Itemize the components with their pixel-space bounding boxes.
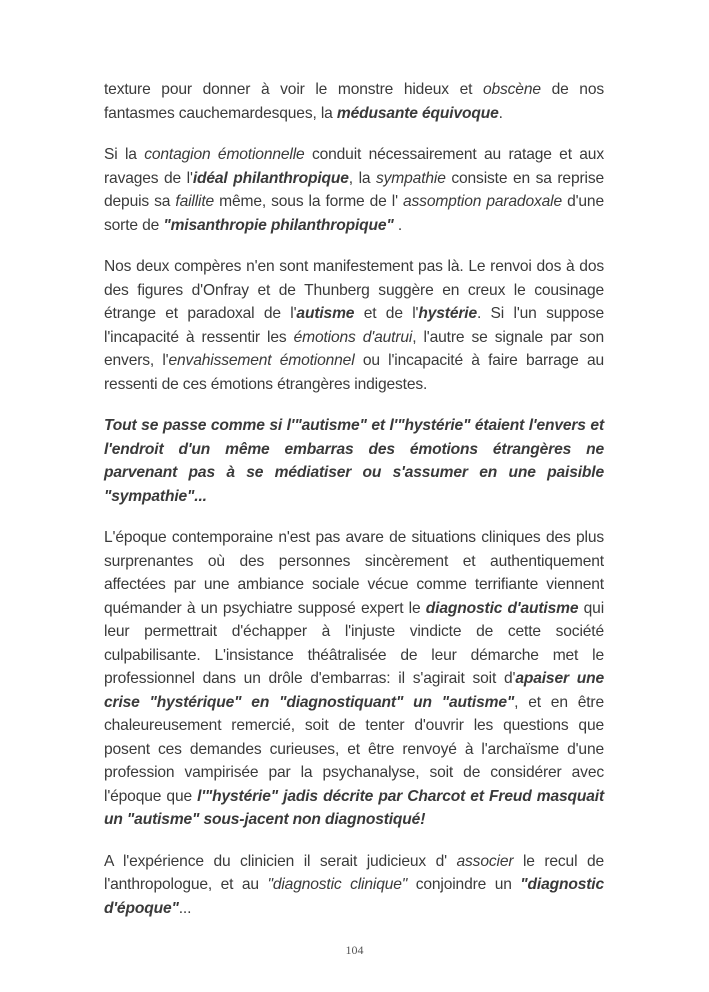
text-segment: "diagnostic clinique" [267, 876, 408, 893]
text-segment: assomption paradoxale [403, 193, 562, 210]
text-segment: conjoindre un [407, 876, 521, 893]
text-segment: médusante équivoque [336, 104, 499, 122]
text-segment: l'"hystérie" jadis décrite par Charcot et Freud masquait un "autisme" sous-jacent non diagnostiqué! [104, 787, 604, 828]
text-segment: Tout se passe comme si l'"autisme" et l'"hystérie" étaient l'envers et l'endroit d'un même embarras des émotions étrangères ne parvenant pas à se médiatiser ou s'assumer en une paisible "sympathie"... [104, 417, 604, 505]
text-segment: contagion émotionnelle [144, 146, 305, 163]
text-segment: de nos fantasmes cauchemardesques, la [104, 81, 604, 122]
text-segment: Si la [104, 146, 145, 163]
text-segment: . [498, 104, 503, 122]
text-segment: apaiser une crise "hystérique" en "diagnostiquant" un "autisme" [104, 670, 604, 711]
text-segment: L'époque contemporaine n'est pas avare de situations cliniques des plus surprenantes où des personnes sincèrement et authentiquement affectées par une ambiance sociale vécue comme terrifiante viennent quémander à un psychiatre supposé expert le [104, 529, 604, 617]
text-segment: , et en être chaleureusement remercié, soit de tenter d'ouvrir les questions que posent ces demandes curieuses, et être renvoyé à l'archaïsme d'une profession vampirisée par la psychanalyse, soit de considérer avec l'époque que [104, 693, 604, 805]
body-paragraph [104, 78, 604, 125]
text-segment: qui leur permettrait d'échapper à l'injuste vindicte de cette société culpabilisante. L'insistance théâtralisée de leur démarche met le professionnel dans un drôle d'embarras: il s'agirait soit d' [104, 599, 605, 687]
text-segment: A l'expérience du clinicien il serait judicieux d' [104, 852, 457, 870]
body-paragraph [104, 255, 604, 396]
body-paragraph [104, 143, 604, 237]
text-segment: d'une sorte de [104, 193, 604, 234]
text-segment: émotions d'autrui [293, 328, 413, 346]
text-segment: envahissement émotionnel [168, 352, 355, 369]
text-segment: faillite [175, 193, 215, 210]
text-segment: , l'autre se signale par son envers, l' [104, 328, 604, 369]
text-segment: texture pour donner à voir le monstre hideux et [104, 81, 483, 98]
body-paragraph [104, 850, 604, 921]
text-segment: obscène [482, 81, 541, 98]
text-segment: consiste en sa reprise depuis sa [104, 169, 604, 210]
text-segment: idéal philanthropique [192, 169, 349, 187]
page-number: 104 [345, 943, 364, 957]
text-segment: . [393, 216, 403, 234]
text-segment: "misanthropie philanthropique" [163, 216, 394, 234]
text-segment: ... [178, 899, 192, 917]
text-segment: sympathie [376, 169, 446, 187]
body-paragraph [104, 526, 604, 832]
text-segment: même, sous la forme de l' [214, 193, 403, 210]
text-segment: Nos deux compères n'en sont manifestement pas là. Le renvoi dos à dos des figures d'Onfray et de Thunberg suggère en creux le cousinage étrange et paradoxal de l' [104, 258, 604, 322]
text-segment: et de l' [354, 305, 419, 322]
text-segment: le recul de l'anthropologue, et au [104, 852, 605, 893]
text-segment: associer [456, 852, 514, 870]
text-segment: conduit nécessairement au ratage et aux ravages de l' [104, 146, 604, 187]
page-body [104, 78, 604, 938]
text-segment: , la [348, 169, 377, 187]
text-segment: ou l'incapacité à faire barrage au ressenti de ces émotions étrangères indigestes. [104, 352, 604, 393]
text-segment: . Si l'un suppose l'incapacité à ressentir les [104, 305, 604, 346]
highlighted-paragraph [104, 414, 604, 508]
text-segment: autisme [296, 305, 355, 322]
text-segment: "diagnostic d'époque" [104, 876, 605, 917]
text-segment: diagnostic d'autisme [425, 599, 579, 617]
text-segment: hystérie [418, 305, 477, 322]
